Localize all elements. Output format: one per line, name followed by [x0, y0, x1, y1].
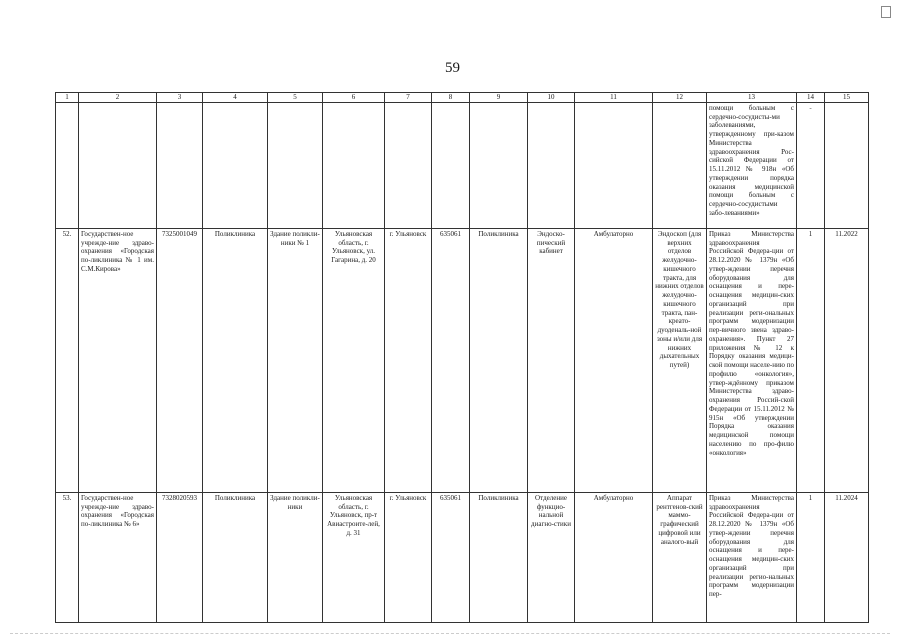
type-cell: Поликлиника: [203, 228, 268, 492]
quantity-cell: -: [797, 102, 825, 228]
building-cell: Здание поликли-ники: [268, 492, 323, 622]
room-cell: Эндоско-пический кабинет: [528, 228, 575, 492]
column-number-row: [56, 93, 869, 103]
equipment-table: [55, 92, 869, 623]
column-header: 6: [323, 93, 385, 103]
table-row: [56, 492, 869, 622]
unit-cell: Поликлиника: [470, 492, 528, 622]
scan-edge-line: [10, 633, 890, 634]
quantity-cell: 1: [797, 492, 825, 622]
column-header: 14: [797, 93, 825, 103]
column-header: 11: [575, 93, 653, 103]
column-header: 15: [825, 93, 869, 103]
legal-basis-cell: Приказ Министерства здравоохранения Российской Федера-ции от 28.12.2020 № 1379н «Об утвер-ждении перечня оборудования для оснащения и пере-оснащения медицин-ских организаций при реализации регио-нальных программ модернизации пер-: [707, 492, 797, 622]
institution-cell: Государствен-ное учрежде-ние здраво-охранения «Городская по-ликлиника № 6»: [79, 492, 157, 622]
row-number-cell: 52.: [56, 228, 79, 492]
column-header: 5: [268, 93, 323, 103]
table-row: [56, 228, 869, 492]
code-cell: 7328020593: [157, 492, 203, 622]
legal-basis-cell: помощи больным с сердечно-сосудисты-ми заболеваниями, утвержденному при-казом Министерства здравоохранения Рос-сийской Федерации от 15.11.2012 № 918н «Об утверждении порядка оказания медицинской помощи больным с сердечно-сосудистыми забо-леваниями»: [707, 102, 797, 228]
column-header: 10: [528, 93, 575, 103]
column-header: 2: [79, 93, 157, 103]
institution-cell: Государствен-ное учрежде-ние здраво-охранения «Городская по-ликлиника № 1 им. С.М.Кирова»: [79, 228, 157, 492]
column-header: 7: [385, 93, 432, 103]
quantity-cell: 1: [797, 228, 825, 492]
care-type-cell: Амбулаторно: [575, 492, 653, 622]
city-cell: г. Ульяновск: [385, 492, 432, 622]
column-header: 1: [56, 93, 79, 103]
room-cell: Отделение функцио-нальной диагно-стики: [528, 492, 575, 622]
column-header: 4: [203, 93, 268, 103]
continuation-row: [56, 102, 869, 228]
code-cell: 7325001049: [157, 228, 203, 492]
building-cell: Здание поликли-ники № 1: [268, 228, 323, 492]
page-number: 59: [445, 60, 460, 76]
date-cell: 11.2024: [825, 492, 869, 622]
column-header: 9: [470, 93, 528, 103]
postcode-cell: 635061: [432, 228, 470, 492]
type-cell: Поликлиника: [203, 492, 268, 622]
corner-mark: [881, 6, 891, 18]
city-cell: г. Ульяновск: [385, 228, 432, 492]
address-cell: Ульяновская область, г. Ульяновск, ул. Гагарина, д. 20: [323, 228, 385, 492]
column-header: 12: [653, 93, 707, 103]
unit-cell: Поликлиника: [470, 228, 528, 492]
care-type-cell: Амбулаторно: [575, 228, 653, 492]
equipment-cell: Эндоскоп (для верхних отделов желудочно-кишечного тракта, для нижних отделов желудочно-кишечного тракта, пан-креато-дуоденаль-ной зоны и/или для нижних дыхательных путей): [653, 228, 707, 492]
legal-basis-cell: Приказ Министерства здравоохранения Российской Федера-ции от 28.12.2020 № 1379н «Об утвер-ждении перечня оборудования для оснащения и пере-оснащения медицин-ских организаций при реализации реги-ональных программ модернизации пер-вичного звена здраво-охранения». Пункт 27 приложения № 12 к Порядку оказания медици-ской помощи населе-нию по профилю «онкология», утвер-ждённому приказом Министерства здраво-охранения Россий-ской Федерации от 15.11.2012 № 915н «Об утверждении Порядка оказания медицинской помощи населению по про-филю «онкология»: [707, 228, 797, 492]
column-header: 8: [432, 93, 470, 103]
postcode-cell: 635061: [432, 492, 470, 622]
column-header: 3: [157, 93, 203, 103]
equipment-cell: Аппарат рентгенов-ский маммо-графический цифровой или аналого-вый: [653, 492, 707, 622]
row-number-cell: 53.: [56, 492, 79, 622]
column-header: 13: [707, 93, 797, 103]
date-cell: 11.2022: [825, 228, 869, 492]
address-cell: Ульяновская область, г. Ульяновск, пр-т Авиастроите-лей, д. 31: [323, 492, 385, 622]
